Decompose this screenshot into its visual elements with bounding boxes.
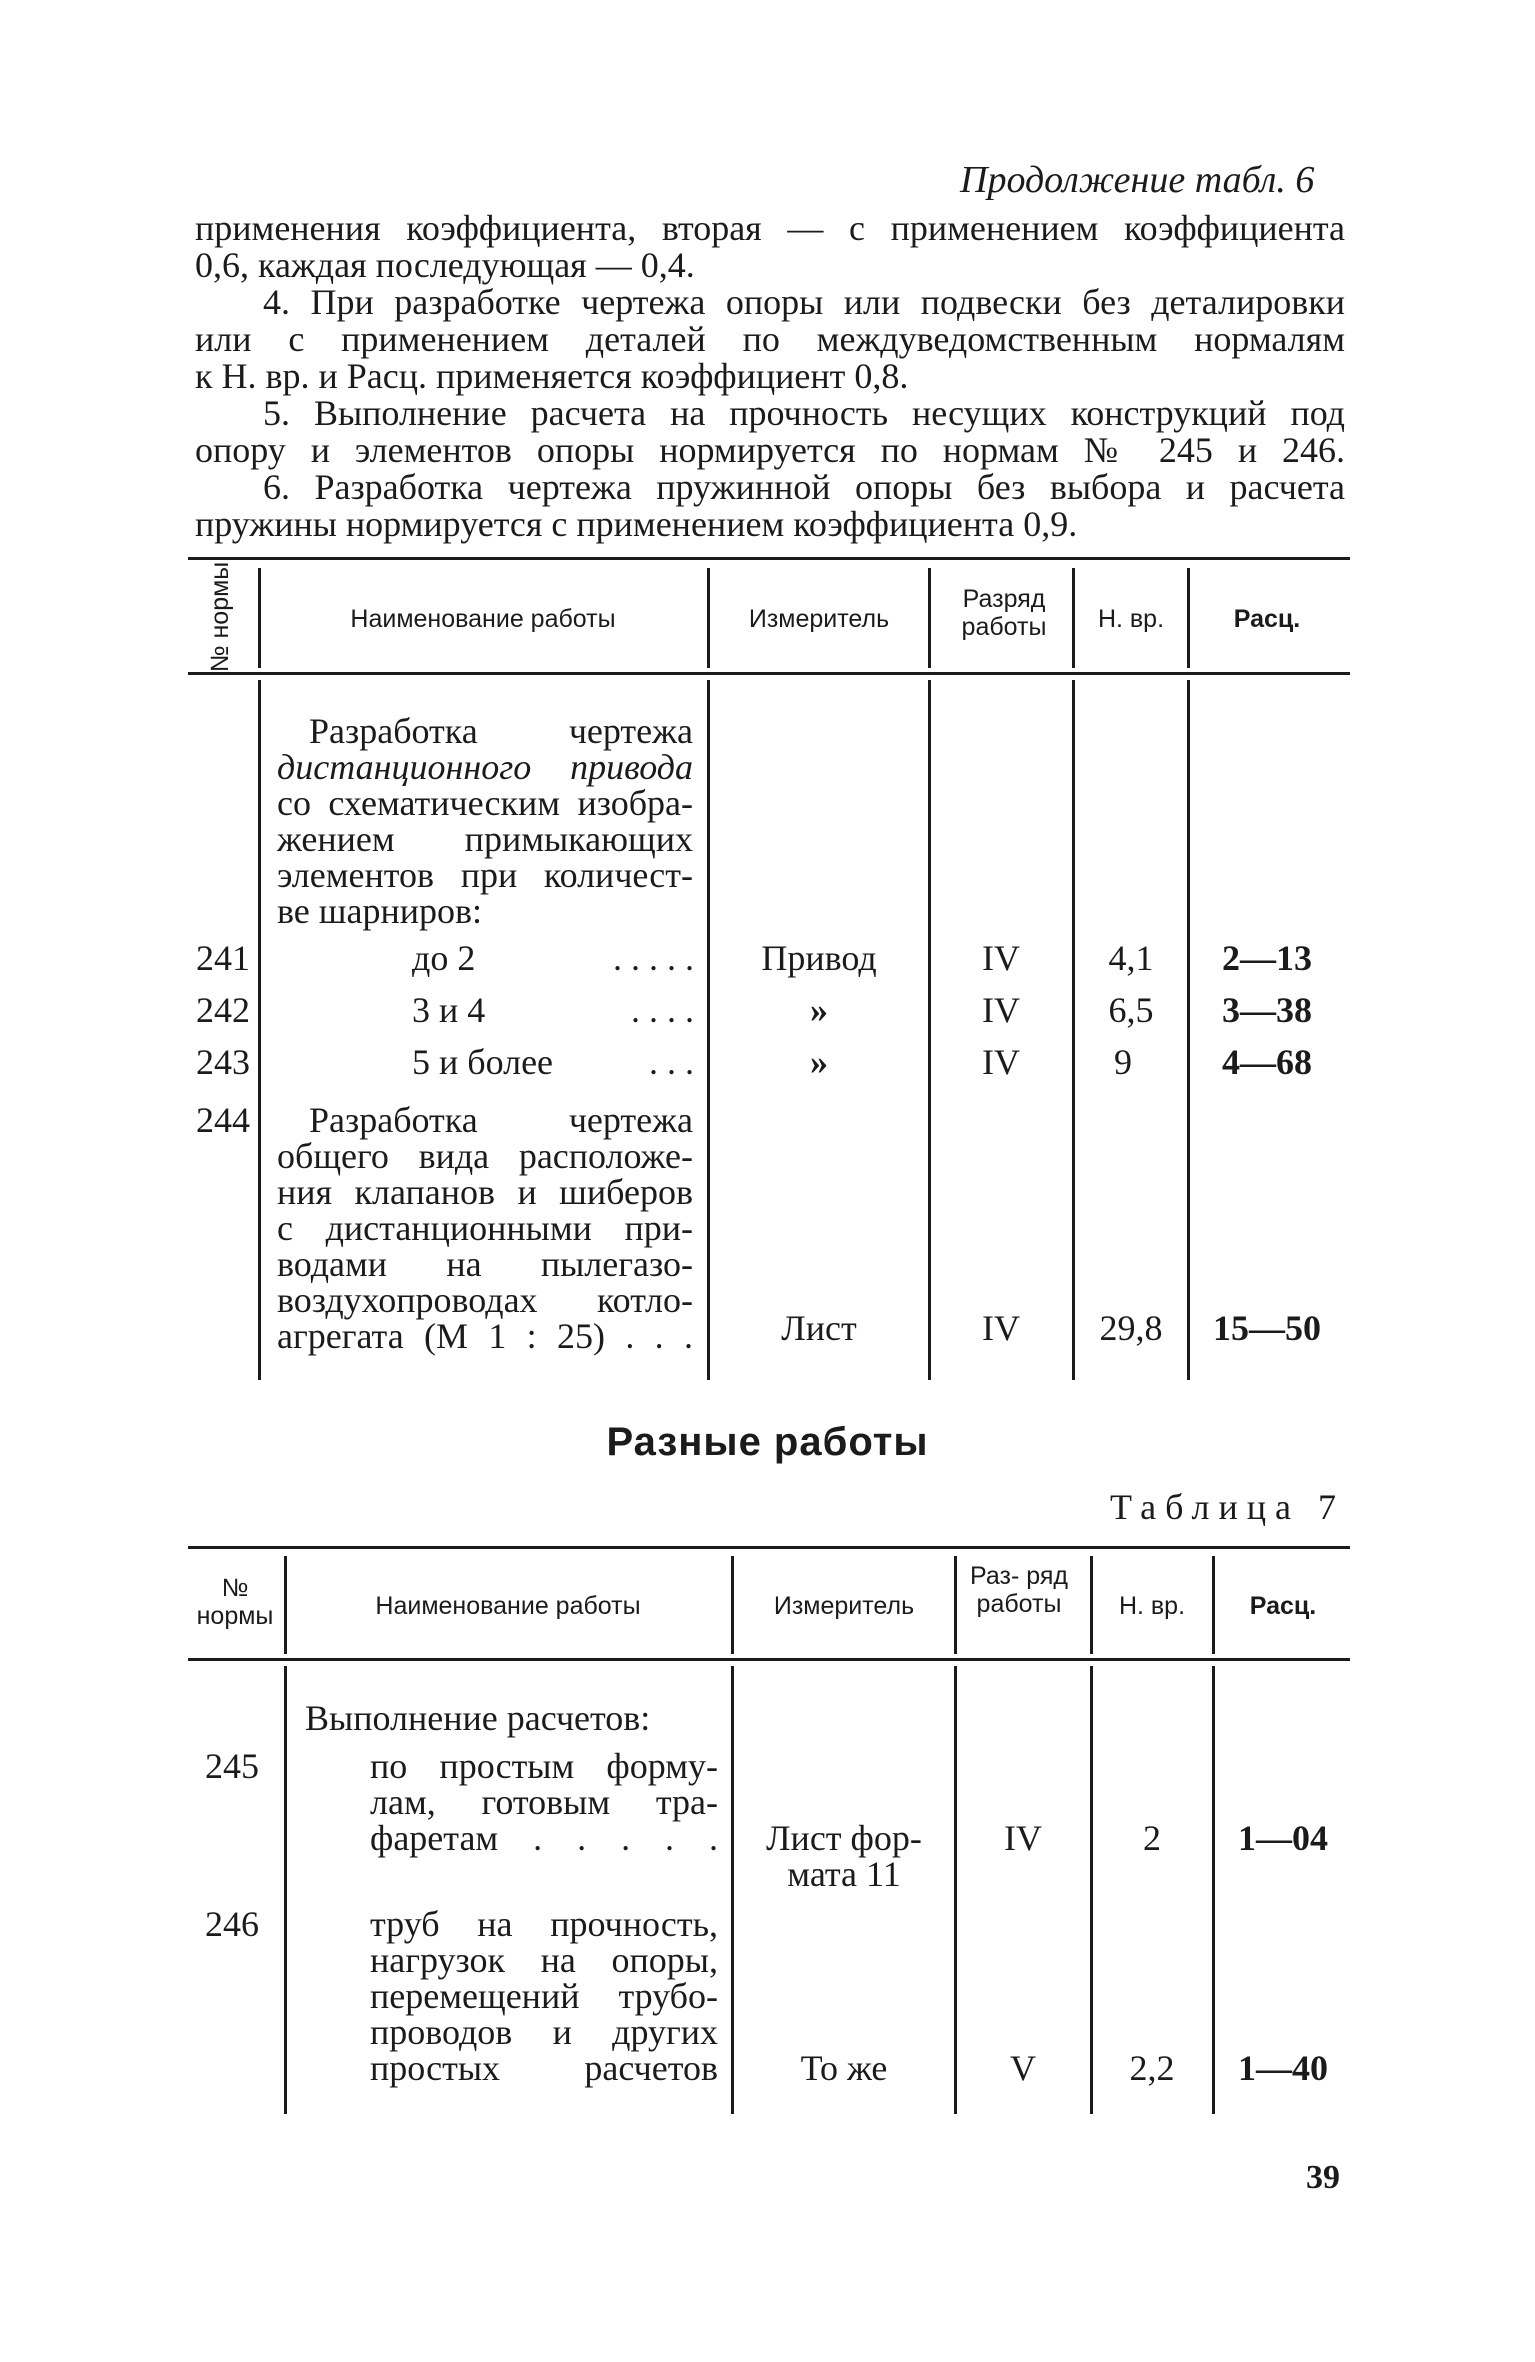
intro-line: со схематическим изобра- [277, 783, 693, 823]
table-7-divider [1212, 1666, 1215, 2114]
row-unit: Лист [781, 1308, 857, 1348]
notes-line: 4. При разработке чертежа опоры или подвески без деталировки [263, 282, 1345, 322]
notes-line: 5. Выполнение расчета на прочность несущих конструкций под [263, 393, 1345, 433]
row-name [412, 992, 694, 1028]
table-6-divider [1187, 568, 1190, 668]
table-7-header-unit: Измеритель [773, 1592, 915, 1620]
notes-line: или с применением деталей по междуведомственным нормалям [195, 319, 1345, 359]
table-7-divider [1090, 1556, 1093, 1654]
row-time: 29,8 [1099, 1308, 1163, 1348]
row-unit: То же [800, 2048, 888, 2088]
row-name-text: 5 и более [412, 1042, 554, 1082]
intro-line: Разработка чертежа [309, 711, 693, 751]
row-name-line: ния клапанов и шиберов [277, 1172, 693, 1212]
intro-line: жением примыкающих [277, 819, 693, 859]
row-num: 243 [196, 1042, 250, 1082]
table-6-header-unit: Измеритель [748, 605, 890, 633]
table-6-divider [707, 680, 710, 1380]
table-7-divider [731, 1556, 734, 1654]
row-grade: IV [982, 1308, 1020, 1348]
row-time: 6,5 [1108, 990, 1154, 1030]
table-6-header-name: Наименование работы [350, 605, 616, 633]
table-6-header-time: Н. вр. [1097, 605, 1165, 633]
row-leader-dots: . . . . [631, 990, 694, 1030]
row-grade: IV [1004, 1818, 1042, 1858]
row-num: 246 [205, 1904, 259, 1944]
table-7-divider [1212, 1556, 1215, 1654]
row-unit [736, 1820, 952, 1892]
table-7-divider [1090, 1666, 1093, 2114]
table-7-header-num: № нормы [196, 1574, 274, 1630]
table-6-divider [1072, 568, 1075, 668]
row-grade: IV [982, 990, 1020, 1030]
row-unit: » [810, 990, 828, 1030]
row-rate: 4—68 [1222, 1042, 1312, 1082]
notes-line: пружины нормируется с применением коэффициента 0,9. [195, 504, 1078, 544]
table-7-header-name: Наименование работы [375, 1592, 641, 1620]
row-rate: 1—04 [1238, 1818, 1328, 1858]
row-grade: IV [982, 1042, 1020, 1082]
table-6-header-rate: Расц. [1233, 605, 1301, 633]
table-6-header-grade: Разряд работы [961, 585, 1047, 641]
table-7-top-rule [188, 1546, 1350, 1549]
table-6-divider [258, 568, 261, 668]
table-6-divider [928, 568, 931, 668]
row-rate: 15—50 [1213, 1308, 1321, 1348]
table-7-divider [284, 1556, 287, 1654]
row-name [412, 940, 694, 976]
row-grade: IV [982, 938, 1020, 978]
row-name-line: Разработка чертежа [309, 1100, 693, 1140]
row-name-text: до 2 [412, 938, 476, 978]
row-rate: 1—40 [1238, 2048, 1328, 2088]
row-time: 4,1 [1108, 938, 1154, 978]
row-time: 9 [1114, 1042, 1132, 1082]
table-6-divider [928, 680, 931, 1380]
table-6-intro [277, 713, 693, 929]
table-6-top-rule [188, 557, 1350, 560]
row-name [370, 1906, 718, 2086]
row-name-line: фаретам . . . . . [370, 1818, 718, 1858]
table-6-header-rule [188, 672, 1350, 675]
row-name-line: проводов и других [370, 2012, 718, 2052]
table-6-header-num: № нормы [206, 561, 234, 673]
row-rate: 3—38 [1222, 990, 1312, 1030]
continuation-label: Продолжение табл. 6 [960, 159, 1315, 201]
table-7-intro: Выполнение расчетов: [305, 1698, 651, 1738]
notes-line: к Н. вр. и Расц. применяется коэффициент 0,8. [195, 356, 909, 396]
table-7-label: Таблица 7 [1110, 1487, 1345, 1527]
row-name-text: 3 и 4 [412, 990, 486, 1030]
table-7-divider [954, 1666, 957, 2114]
intro-line: элементов при количест- [277, 855, 693, 895]
row-num: 241 [196, 938, 250, 978]
row-unit-line: мата 11 [787, 1854, 901, 1894]
row-num: 242 [196, 990, 250, 1030]
table-6-divider [1187, 680, 1190, 1380]
row-name-line: перемещений трубо- [370, 1976, 718, 2016]
row-num: 244 [196, 1100, 250, 1140]
row-name-line: водами на пылегазо- [277, 1244, 693, 1284]
row-leader-dots: . . . [649, 1042, 694, 1082]
table-6-divider [1072, 680, 1075, 1380]
table-7-divider [954, 1556, 957, 1654]
notes-line: применения коэффициента, вторая — с применением коэффициента [195, 208, 1345, 248]
row-unit-line: Лист фор- [766, 1818, 922, 1858]
row-name-line: по простым форму- [370, 1746, 718, 1786]
notes-line: опору и элементов опоры нормируется по нормам № 245 и 246. [195, 430, 1345, 470]
row-time: 2,2 [1129, 2048, 1175, 2088]
table-7-header-time: Н. вр. [1118, 1592, 1186, 1620]
intro-line: дистанционного привода [277, 747, 693, 787]
row-name-line: общего вида расположе- [277, 1136, 693, 1176]
row-name-line: труб на прочность, [370, 1904, 718, 1944]
table-6-divider [707, 568, 710, 668]
section-title: Разные работы [606, 1420, 929, 1464]
row-name [277, 1102, 693, 1354]
notes-line: 6. Разработка чертежа пружинной опоры без выбора и расчета [263, 467, 1345, 507]
row-time: 2 [1143, 1818, 1161, 1858]
row-rate: 2—13 [1222, 938, 1312, 978]
row-name-line: нагрузок на опоры, [370, 1940, 718, 1980]
notes-block [195, 210, 1345, 542]
table-6-divider [258, 680, 261, 1380]
table-7-header-rule [188, 1658, 1350, 1661]
row-grade: V [1010, 2048, 1036, 2088]
table-7-divider [731, 1666, 734, 2114]
row-unit: » [810, 1042, 828, 1082]
table-7-header-grade: Раз- ряд работы [970, 1562, 1068, 1618]
row-name [370, 1748, 718, 1856]
row-name [412, 1044, 694, 1080]
row-name-line: лам, готовым тра- [370, 1782, 718, 1822]
row-unit: Привод [761, 938, 877, 978]
row-num: 245 [205, 1746, 259, 1786]
table-7-header-rate: Расц. [1249, 1592, 1317, 1620]
row-name-line: простых расчетов [370, 2048, 718, 2088]
row-name-line: с дистанционными при- [277, 1208, 693, 1248]
row-name-line: воздухопроводах котло- [277, 1280, 693, 1320]
notes-line: 0,6, каждая последующая — 0,4. [195, 245, 695, 285]
table-7-divider [284, 1666, 287, 2114]
row-leader-dots: . . . . . [613, 938, 694, 978]
page-number: 39 [1306, 2159, 1340, 2196]
row-name-line: агрегата (М 1 : 25) . . . [277, 1316, 693, 1356]
intro-line: ве шарниров: [277, 891, 482, 931]
